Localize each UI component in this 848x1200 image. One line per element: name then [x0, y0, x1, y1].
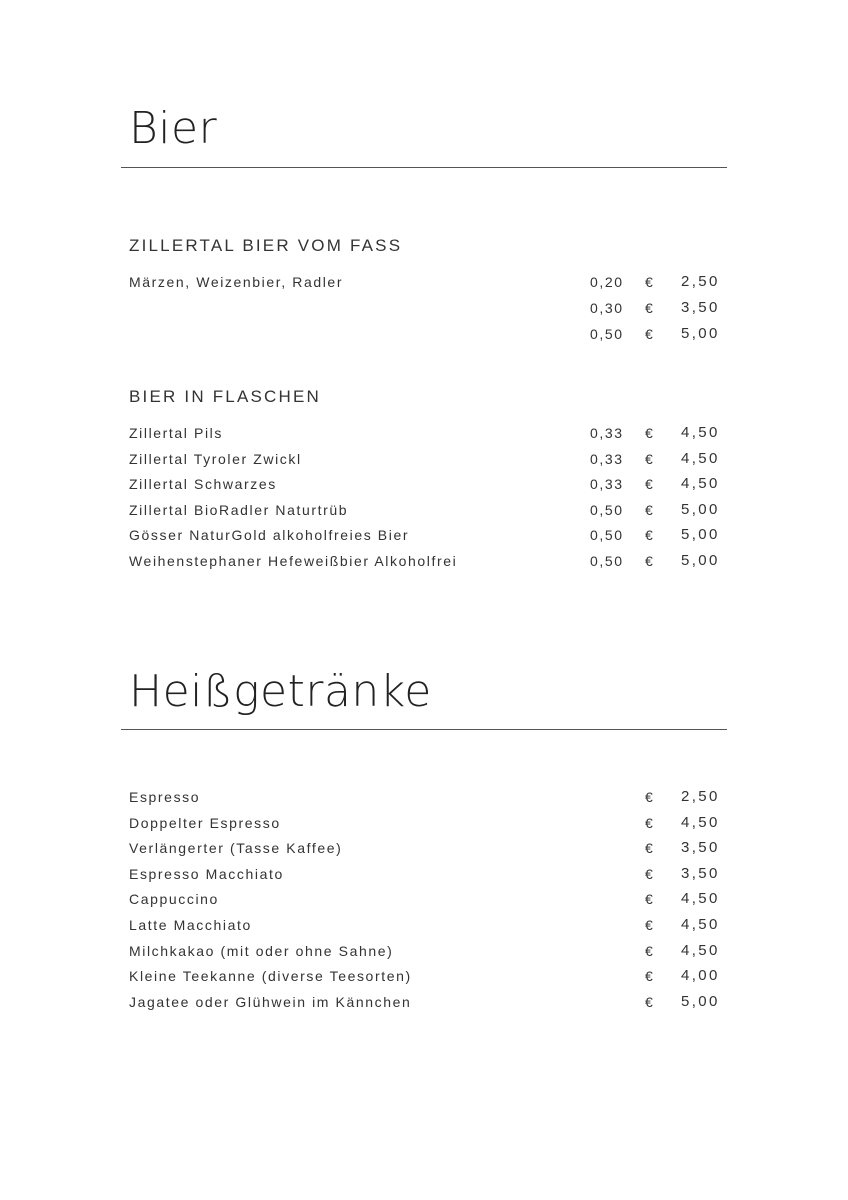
item-price: 4,50: [681, 890, 720, 907]
item-name: Milchkakao (mit oder ohne Sahne): [129, 943, 394, 959]
menu-row: [129, 298, 729, 318]
item-volume: 0,30: [590, 300, 624, 316]
item-volume: 0,50: [590, 502, 624, 518]
subheading-fass: ZILLERTAL BIER VOM FASS: [129, 236, 403, 255]
item-price: 4,50: [681, 916, 720, 933]
currency-symbol: €: [645, 866, 655, 882]
item-price: 2,50: [681, 273, 720, 290]
currency-symbol: €: [645, 815, 655, 831]
item-volume: 0,33: [590, 476, 624, 492]
item-price: 5,00: [681, 552, 720, 569]
menu-row: [129, 787, 729, 807]
menu-row: [129, 324, 729, 344]
item-name: Gösser NaturGold alkoholfreies Bier: [129, 527, 410, 543]
menu-row: [129, 992, 729, 1012]
menu-row: [129, 966, 729, 986]
item-name: Espresso Macchiato: [129, 866, 284, 882]
menu-row: [129, 551, 729, 571]
item-price: 4,50: [681, 424, 720, 441]
item-volume: 0,33: [590, 451, 624, 467]
item-price: 5,00: [681, 526, 720, 543]
item-name: Märzen, Weizenbier, Radler: [129, 274, 344, 290]
currency-symbol: €: [645, 840, 655, 856]
menu-row: [129, 889, 729, 909]
currency-symbol: €: [645, 891, 655, 907]
section-title-heissgetraenke: Heißgetränke: [129, 666, 432, 717]
item-name: Jagatee oder Glühwein im Kännchen: [129, 994, 412, 1010]
currency-symbol: €: [645, 968, 655, 984]
currency-symbol: €: [645, 553, 655, 569]
currency-symbol: €: [645, 274, 655, 290]
section-title-bier: Bier: [129, 103, 218, 154]
item-name: Cappuccino: [129, 891, 219, 907]
menu-row: [129, 474, 729, 494]
currency-symbol: €: [645, 917, 655, 933]
currency-symbol: €: [645, 994, 655, 1010]
item-name: Espresso: [129, 789, 201, 805]
divider: [121, 729, 727, 730]
item-name: Verlängerter (Tasse Kaffee): [129, 840, 343, 856]
menu-row: [129, 525, 729, 545]
item-volume: 0,50: [590, 527, 624, 543]
item-name: Doppelter Espresso: [129, 815, 281, 831]
subheading-flaschen: BIER IN FLASCHEN: [129, 387, 322, 406]
item-price: 4,00: [681, 967, 720, 984]
item-name: Zillertal Pils: [129, 425, 223, 441]
menu-row: [129, 941, 729, 961]
item-price: 3,50: [681, 299, 720, 316]
item-price: 5,00: [681, 501, 720, 518]
item-price: 3,50: [681, 839, 720, 856]
item-name: Weihenstephaner Hefeweißbier Alkoholfrei: [129, 553, 458, 569]
divider: [121, 167, 727, 168]
item-price: 5,00: [681, 325, 720, 342]
currency-symbol: €: [645, 476, 655, 492]
menu-row: [129, 449, 729, 469]
item-price: 3,50: [681, 865, 720, 882]
item-name: Kleine Teekanne (diverse Teesorten): [129, 968, 412, 984]
currency-symbol: €: [645, 300, 655, 316]
currency-symbol: €: [645, 326, 655, 342]
item-volume: 0,50: [590, 553, 624, 569]
item-name: Zillertal Schwarzes: [129, 476, 277, 492]
menu-row: [129, 423, 729, 443]
item-name: Latte Macchiato: [129, 917, 252, 933]
currency-symbol: €: [645, 502, 655, 518]
item-volume: 0,50: [590, 326, 624, 342]
item-price: 4,50: [681, 942, 720, 959]
menu-row: [129, 272, 729, 292]
menu-row: [129, 915, 729, 935]
currency-symbol: €: [645, 789, 655, 805]
currency-symbol: €: [645, 943, 655, 959]
menu-row: [129, 813, 729, 833]
currency-symbol: €: [645, 451, 655, 467]
item-name: Zillertal BioRadler Naturtrüb: [129, 502, 349, 518]
item-price: 4,50: [681, 814, 720, 831]
item-name: Zillertal Tyroler Zwickl: [129, 451, 302, 467]
menu-row: [129, 838, 729, 858]
menu-row: [129, 864, 729, 884]
item-volume: 0,33: [590, 425, 624, 441]
item-price: 4,50: [681, 475, 720, 492]
item-price: 5,00: [681, 993, 720, 1010]
menu-row: [129, 500, 729, 520]
item-volume: 0,20: [590, 274, 624, 290]
currency-symbol: €: [645, 425, 655, 441]
item-price: 2,50: [681, 788, 720, 805]
currency-symbol: €: [645, 527, 655, 543]
item-price: 4,50: [681, 450, 720, 467]
